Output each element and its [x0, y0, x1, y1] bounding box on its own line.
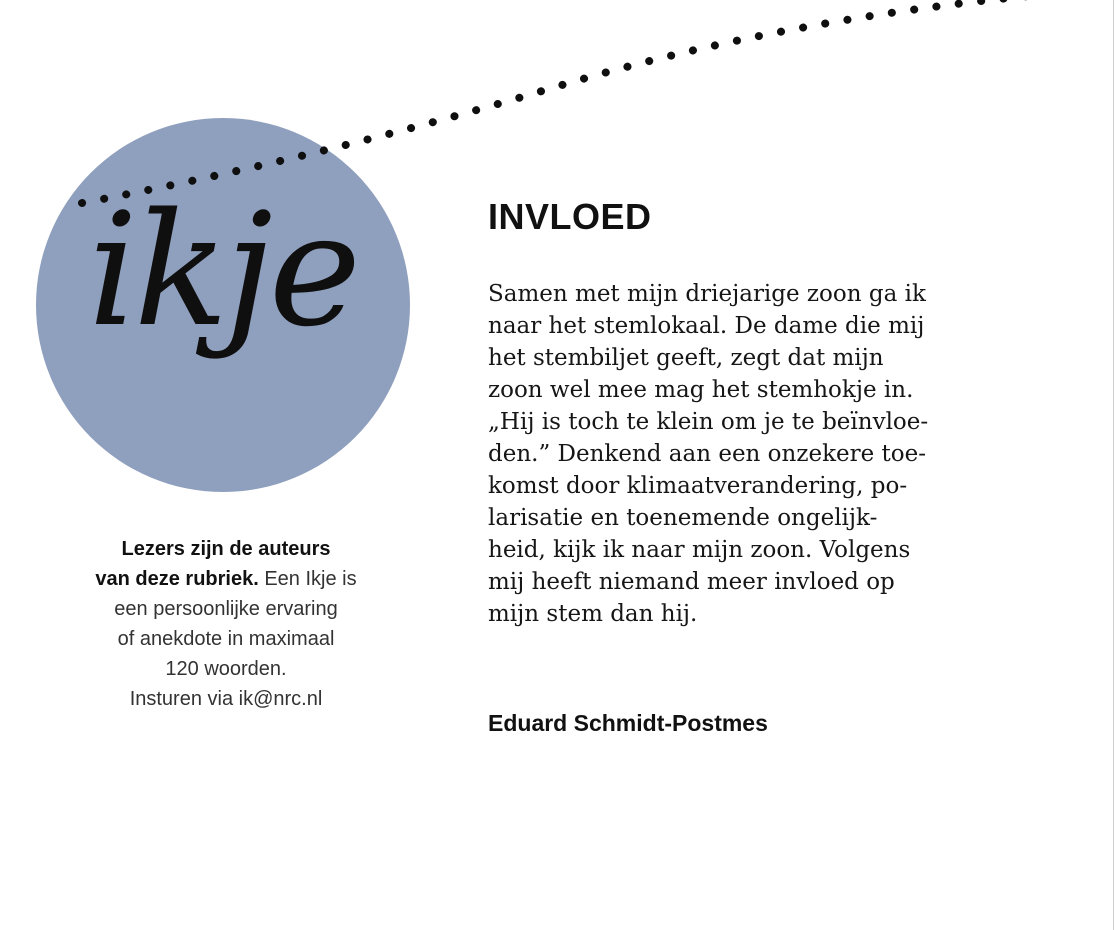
article-line: larisatie en toenemende ongelijk-: [488, 505, 878, 531]
rubric-lead-line-1: Lezers zijn de auteurs: [121, 538, 331, 560]
rubric-line-3: een persoonlijke ervaring: [114, 598, 338, 620]
article-line: „Hij is toch te klein om je te beïnvloe-: [488, 409, 929, 435]
article-line: naar het stemlokaal. De dame die mij: [488, 313, 925, 339]
rubric-submit-line: Insturen via ik@nrc.nl: [129, 688, 323, 710]
article-line: komst door klimaatverandering, po-: [488, 473, 908, 499]
ikje-logo: ikje: [88, 179, 358, 361]
article-line: mij heeft niemand meer invloed op: [488, 569, 895, 595]
article-line: mijn stem dan hij.: [488, 601, 698, 627]
author-byline: Eduard Schmidt-Postmes: [488, 710, 768, 736]
rubric-line-2-rest: Een Ikje is: [258, 568, 357, 590]
rubric-line-5: 120 woorden.: [165, 658, 287, 680]
article-line: heid, kijk ik naar mijn zoon. Volgens: [488, 537, 911, 563]
article-line: Samen met mijn driejarige zoon ga ik: [488, 281, 926, 307]
article-headline: INVLOED: [488, 196, 652, 237]
rubric-line-4: of anekdote in maximaal: [117, 628, 335, 650]
article-line: zoon wel mee mag het stemhokje in.: [488, 377, 914, 403]
article-body: [488, 278, 1008, 630]
article-line: den.” Denkend aan een onzekere toe-: [488, 441, 927, 467]
rubric-lead-line-2: van deze rubriek.: [95, 568, 259, 590]
rubric-info: [50, 534, 402, 714]
article-line: het stembiljet geeft, zegt dat mijn: [488, 345, 884, 371]
